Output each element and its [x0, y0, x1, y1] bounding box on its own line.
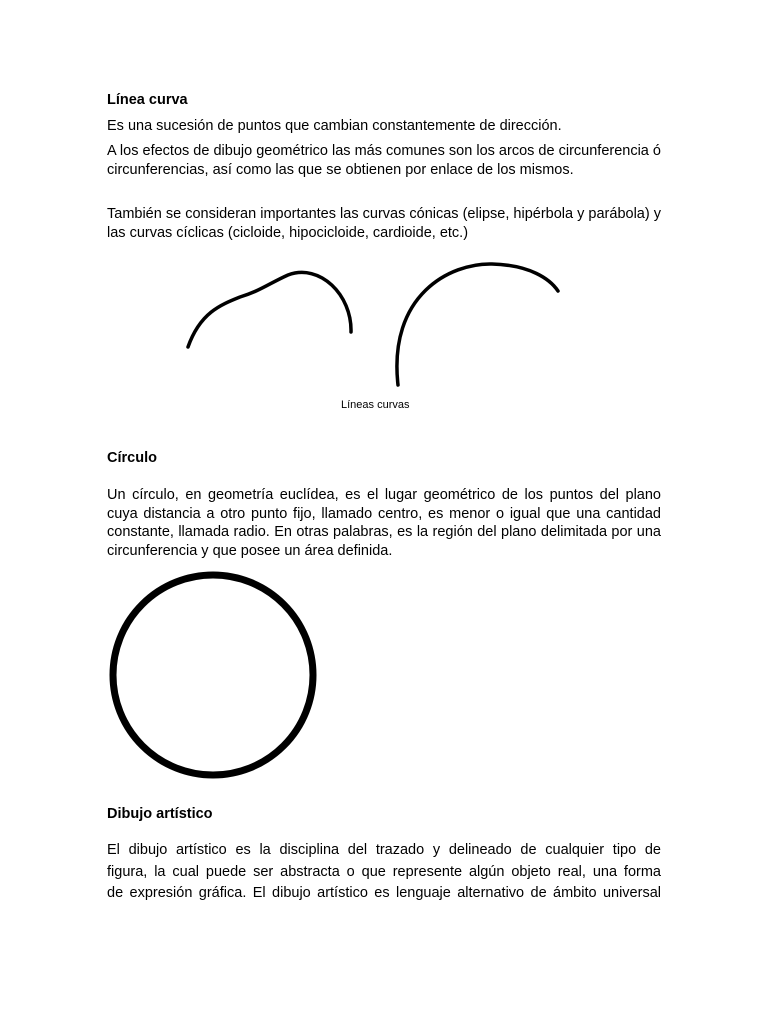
- heading-dibujo-artistico: Dibujo artístico: [107, 806, 213, 822]
- curved-lines-figure: [170, 255, 590, 395]
- paragraph-definicion-circulo: Un círculo, en geometría euclídea, es el lugar geométrico de los puntos del plano cuya distancia a otro punto fijo, llamado centro, es menor o igual que una cantidad constante, llamada radio. En otras palabras, es la región del plano delimitada por una circunferencia y que posee un área definida.: [107, 487, 661, 559]
- heading-linea-curva: Línea curva: [107, 92, 188, 108]
- paragraph-line: El dibujo artístico es la disciplina del trazado y delineado de cualquier tipo de: [107, 842, 661, 858]
- paragraph-definicion-curva: Es una sucesión de puntos que cambian constantemente de dirección.: [107, 118, 562, 134]
- paragraph-line: figura, la cual puede ser abstracta o que represente algún objeto real, una forma: [107, 864, 661, 880]
- figure-caption-lineas-curvas: Líneas curvas: [341, 399, 410, 411]
- paragraph-efectos-dibujo: A los efectos de dibujo geométrico las más comunes son los arcos de circunferencia ó circunferencias, así como las que se obtienen por enlace de los mismos.: [107, 143, 661, 178]
- wavy-curve: [188, 272, 351, 347]
- paragraph-line: de expresión gráfica. El dibujo artístico es lenguaje alternativo de ámbito universal: [107, 885, 661, 901]
- heading-circulo: Círculo: [107, 450, 157, 466]
- circle-figure: [105, 565, 325, 790]
- arc-curve: [397, 264, 558, 385]
- circle-shape: [113, 575, 313, 775]
- paragraph-curvas-conicas: También se consideran importantes las curvas cónicas (elipse, hipérbola y parábola) y las curvas cíclicas (cicloide, hipocicloide, cardioide, etc.): [107, 206, 661, 241]
